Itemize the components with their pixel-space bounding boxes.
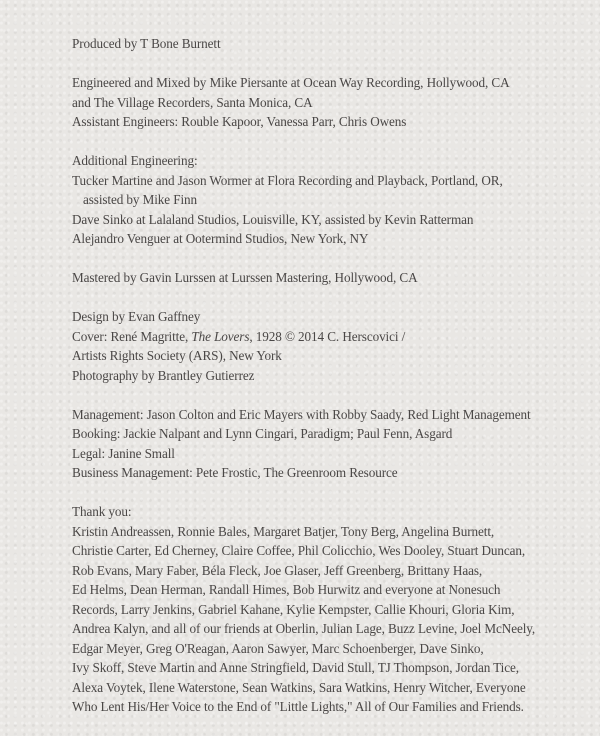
additional-engineering-line: assisted by Mike Finn [83, 192, 198, 207]
thank-you-line: Andrea Kalyn, and all of our friends at Oberlin, Julian Lage, Buzz Levine, Joel McNeely, [72, 621, 536, 636]
thank-you-line: Ed Helms, Dean Herman, Randall Himes, Bob Hurwitz and everyone at Nonesuch [72, 582, 501, 597]
liner-notes-credits [72, 34, 592, 736]
legal-line: Legal: Janine Small [72, 445, 175, 461]
cover-credit-suffix: , 1928 © 2014 C. Herscovici / [249, 328, 406, 344]
mastering-credit [72, 268, 592, 288]
design-line: Artists Rights Society (ARS), New York [72, 348, 282, 363]
cover-artwork-title: The Lovers [191, 328, 250, 344]
additional-engineering-heading: Additional Engineering: [72, 153, 198, 168]
cover-credit-prefix: Cover: René Magritte, [72, 328, 192, 344]
thank-you-line: Edgar Meyer, Greg O'Reagan, Aaron Sawyer, Marc Schoenberger, Dave Sinko, [72, 640, 484, 656]
design-credits [72, 307, 592, 385]
thank-you-section [72, 502, 592, 717]
business-management-line: Business Management: Pete Frostic, The Greenroom Resource [72, 465, 398, 480]
additional-engineering-line: Tucker Martine and Jason Wormer at Flora Recording and Playback, Portland, OR, [72, 172, 503, 188]
additional-engineering-line: Dave Sinko at Lalaland Studios, Louisville, KY, assisted by Kevin Ratterman [72, 211, 474, 227]
thank-you-line: Rob Evans, Mary Faber, Béla Fleck, Joe Glaser, Jeff Greenberg, Brittany Haas, [72, 562, 483, 578]
thank-you-line: Records, Larry Jenkins, Gabriel Kahane, Kylie Kempster, Callie Khouri, Gloria Kim, [72, 601, 515, 617]
additional-engineering-line: Alejandro Venguer at Ootermind Studios, New York, NY [72, 231, 369, 246]
thank-you-line: Kristin Andreassen, Ronnie Bales, Margaret Batjer, Tony Berg, Angelina Burnett, [72, 523, 495, 539]
thank-you-line: Christie Carter, Ed Cherney, Claire Coffee, Phil Colicchio, Wes Dooley, Stuart Duncan, [72, 543, 526, 558]
management-credits [72, 405, 592, 483]
assistant-engineers-line: Assistant Engineers: Rouble Kapoor, Vanessa Parr, Chris Owens [72, 114, 407, 129]
booking-line: Booking: Jackie Nalpant and Lynn Cingari, Paradigm; Paul Fenn, Asgard [72, 426, 453, 441]
cover-credit-line [72, 327, 592, 347]
photography-line: Photography by Brantley Gutierrez [72, 367, 255, 383]
engineering-credits [72, 73, 592, 132]
thank-you-heading: Thank you: [72, 504, 132, 519]
design-line: Design by Evan Gaffney [72, 309, 201, 324]
producer-credit [72, 34, 592, 54]
engineering-line: and The Village Recorders, Santa Monica, CA [72, 94, 313, 110]
mastering-line: Mastered by Gavin Lurssen at Lurssen Mastering, Hollywood, CA [72, 270, 418, 285]
producer-line: Produced by T Bone Burnett [72, 36, 221, 51]
additional-engineering [72, 151, 592, 249]
thank-you-line: Alexa Voytek, Ilene Waterstone, Sean Watkins, Sara Watkins, Henry Witcher, Everyone [72, 679, 526, 695]
thank-you-line: Who Lent His/Her Voice to the End of "Little Lights," All of Our Families and Friends. [72, 699, 524, 714]
management-line: Management: Jason Colton and Eric Mayers with Robby Saady, Red Light Management [72, 406, 531, 422]
engineering-line: Engineered and Mixed by Mike Piersante at Ocean Way Recording, Hollywood, CA [72, 75, 510, 90]
thank-you-line: Ivy Skoff, Steve Martin and Anne Stringfield, David Stull, TJ Thompson, Jordan Tice, [72, 660, 519, 675]
